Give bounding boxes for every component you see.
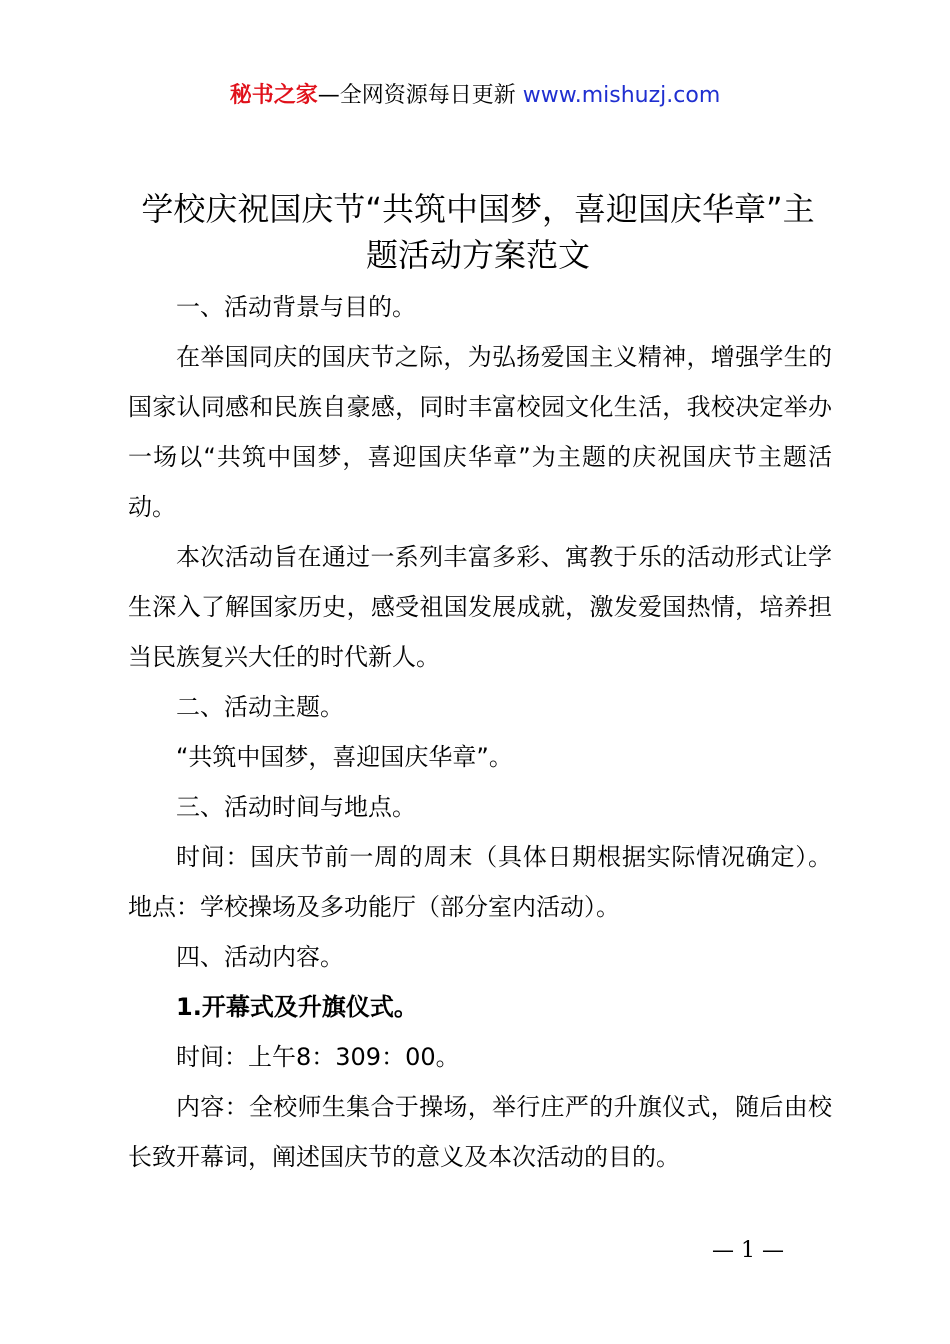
- document-body: [128, 282, 832, 1182]
- paragraph-opening-time: 时间：上午8：309：00。: [176, 1043, 460, 1071]
- section-heading-time-place: 三、活动时间与地点。: [176, 793, 416, 821]
- site-tagline: —全网资源每日更新: [317, 83, 523, 108]
- paragraph-time-place: 时间：国庆节前一周的周末（具体日期根据实际情况确定）。地点：学校操场及多功能厅（部分室内活动）。: [128, 843, 832, 921]
- paragraph-background: 在举国同庆的国庆节之际，为弘扬爱国主义精神，增强学生的国家认同感和民族自豪感，同时丰富校园文化生活，我校决定举办一场以“共筑中国梦，喜迎国庆华章”为主题的庆祝国庆节主题活动。: [128, 343, 832, 521]
- paragraph-opening-content: 内容：全校师生集合于操场，举行庄严的升旗仪式，随后由校长致开幕词，阐述国庆节的意义及本次活动的目的。: [128, 1093, 832, 1171]
- site-header: [0, 80, 950, 112]
- paragraph-theme: “共筑中国梦，喜迎国庆华章”。: [176, 743, 513, 771]
- section-heading-content: 四、活动内容。: [176, 943, 344, 971]
- site-brand: 秘书之家: [229, 83, 318, 108]
- site-url: www.mishuzj.com: [522, 83, 721, 108]
- section-heading-theme: 二、活动主题。: [176, 693, 344, 721]
- paragraph-purpose: 本次活动旨在通过一系列丰富多彩、寓教于乐的活动形式让学生深入了解国家历史，感受祖国发展成就，激发爱国热情，培养担当民族复兴大任的时代新人。: [128, 543, 832, 671]
- section-heading-background: 一、活动背景与目的。: [176, 293, 416, 321]
- document-title: 学校庆祝国庆节“共筑中国梦，喜迎国庆华章”主题活动方案范文: [141, 190, 815, 274]
- page-number: — 1 —: [712, 1238, 784, 1263]
- subheading-opening-ceremony: 1.开幕式及升旗仪式。: [176, 993, 418, 1021]
